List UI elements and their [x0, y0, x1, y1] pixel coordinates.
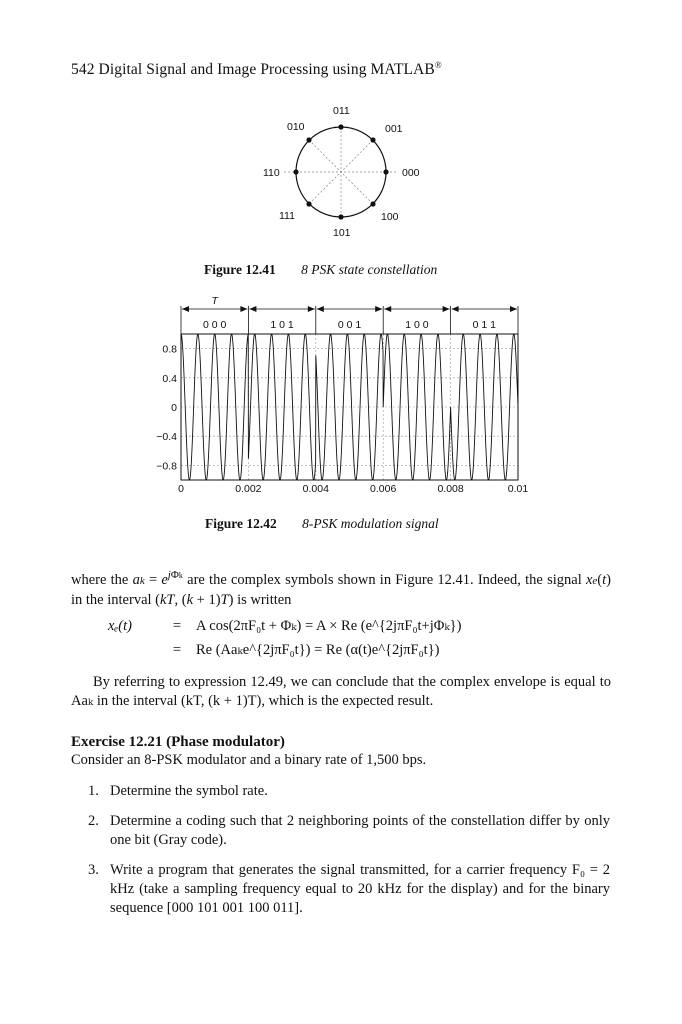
point-111 — [306, 201, 311, 206]
equation-rhs: A cos(2πF₀t + Φₖ) = A × Re (e^{2jπF₀t+jΦₖ}) — [196, 618, 462, 634]
figure-number: Figure 12.42 — [205, 516, 277, 531]
y-tick-label: 0.4 — [162, 372, 177, 385]
list-item — [88, 782, 610, 801]
y-tick-label: 0 — [171, 402, 177, 414]
label-000: 000 — [402, 167, 420, 179]
arrow-head-left — [452, 306, 459, 312]
equation-block — [108, 614, 461, 662]
point-001 — [370, 137, 375, 142]
label-101: 101 — [333, 227, 351, 239]
arrow-head-right — [375, 306, 382, 312]
x-tick-label: 0.002 — [235, 483, 262, 495]
figure-number: Figure 12.41 — [204, 262, 276, 277]
x-tick-label: 0.008 — [437, 483, 464, 495]
list-item — [88, 861, 610, 918]
equation-line-1 — [108, 614, 461, 638]
equals-sign: = — [172, 618, 182, 634]
book-title: Digital Signal and Image Processing using MATLAB — [98, 61, 435, 79]
x-tick-label: 0 — [178, 483, 184, 495]
exercise-items — [88, 782, 610, 929]
list-item — [88, 812, 610, 850]
arrow-head-left — [182, 306, 189, 312]
equation-lhs: xₑ(t) — [108, 618, 132, 634]
symbol-label: 1 0 1 — [270, 319, 294, 331]
y-tick-label: −0.8 — [156, 460, 177, 473]
exercise-title: Exercise 12.21 (Phase modulator) — [71, 734, 285, 750]
page-number: 542 — [71, 61, 95, 79]
dashed-guides — [284, 127, 398, 217]
point-011 — [338, 124, 343, 129]
item-number: 3. — [88, 862, 99, 878]
registered-mark: ® — [434, 60, 442, 70]
y-tick-label: −0.4 — [156, 431, 177, 444]
item-number: 1. — [88, 783, 99, 799]
x-tick-label: 0.006 — [370, 483, 397, 495]
arrow-head-left — [317, 306, 324, 312]
exercise-body: Consider an 8-PSK modulator and a binary rate of 1,500 bps. — [71, 752, 427, 768]
point-100 — [370, 201, 375, 206]
point-000 — [383, 169, 388, 174]
arrow-head-right — [240, 306, 247, 312]
y-tick-label: 0.8 — [162, 343, 177, 356]
label-111: 111 — [279, 210, 295, 222]
figure-caption-text: 8-PSK modulation signal — [302, 516, 439, 531]
item-text: Determine the symbol rate. — [110, 783, 268, 799]
point-010 — [306, 137, 311, 142]
label-001: 001 — [385, 123, 403, 135]
figure-12-42-caption — [205, 516, 439, 532]
psk-constellation-diagram — [240, 98, 440, 248]
arrow-head-right — [308, 306, 315, 312]
point-101 — [338, 214, 343, 219]
paragraph-envelope: By referring to expression 12.49, we can conclude that the complex envelope is equal to Aaₖ in the interval (kT, (k + 1)T), which is the expected result. — [71, 674, 611, 709]
text-run: where the — [71, 571, 133, 588]
x-tick-label: 0.004 — [302, 483, 329, 495]
equation-rhs: Re (Aaₖe^{2jπF₀t}) = Re (α(t)e^{2jπF₀t}) — [196, 642, 440, 658]
figure-caption-text: 8 PSK state constellation — [301, 262, 438, 277]
psk-signal-plot — [150, 292, 540, 497]
text-run: ) is written — [228, 591, 292, 608]
label-011: 011 — [333, 105, 350, 117]
equation-line-2 — [108, 638, 461, 662]
symbol-label: 0 0 1 — [337, 319, 362, 331]
item-number: 2. — [88, 813, 99, 829]
arrow-head-right — [443, 306, 450, 312]
text-run: in the interval ( — [71, 591, 160, 608]
page-header — [71, 60, 442, 79]
x-tick-label: 0.01 — [507, 483, 529, 495]
point-110 — [293, 169, 298, 174]
item-text: Determine a coding such that 2 neighboring points of the constellation differ by only one bit (Gray code). — [110, 813, 610, 848]
paragraph-symbols: where the ak = $e^{j\Phi k}$ are the complex symbols shown in Figure 12.41. Indeed, the signal xe(t) in the interval (kT, (k + 1)T) is written — [71, 569, 611, 608]
symbol-label: 1 0 0 — [405, 319, 429, 331]
item-text: Write a program that generates the signal transmitted, for a carrier frequency F₀ = 2 kHz (take a sampling frequency equal to 20 kHz for the display) and for the binary sequence [000 101 001 100 011]. — [110, 862, 610, 916]
symbol-label: 0 1 1 — [472, 319, 496, 331]
symbol-label: 0 0 0 — [203, 319, 227, 331]
label-100: 100 — [381, 211, 399, 223]
label-010: 010 — [287, 121, 305, 133]
arrow-head-right — [510, 306, 517, 312]
period-label: T — [211, 295, 218, 307]
arrow-head-left — [384, 306, 391, 312]
label-110: 110 — [263, 167, 280, 179]
arrow-head-left — [249, 306, 256, 312]
text-run: are the complex symbols shown in Figure 12.41. Indeed, the signal — [182, 571, 586, 588]
equals-sign: = — [172, 642, 182, 658]
figure-12-41-caption — [204, 262, 437, 278]
